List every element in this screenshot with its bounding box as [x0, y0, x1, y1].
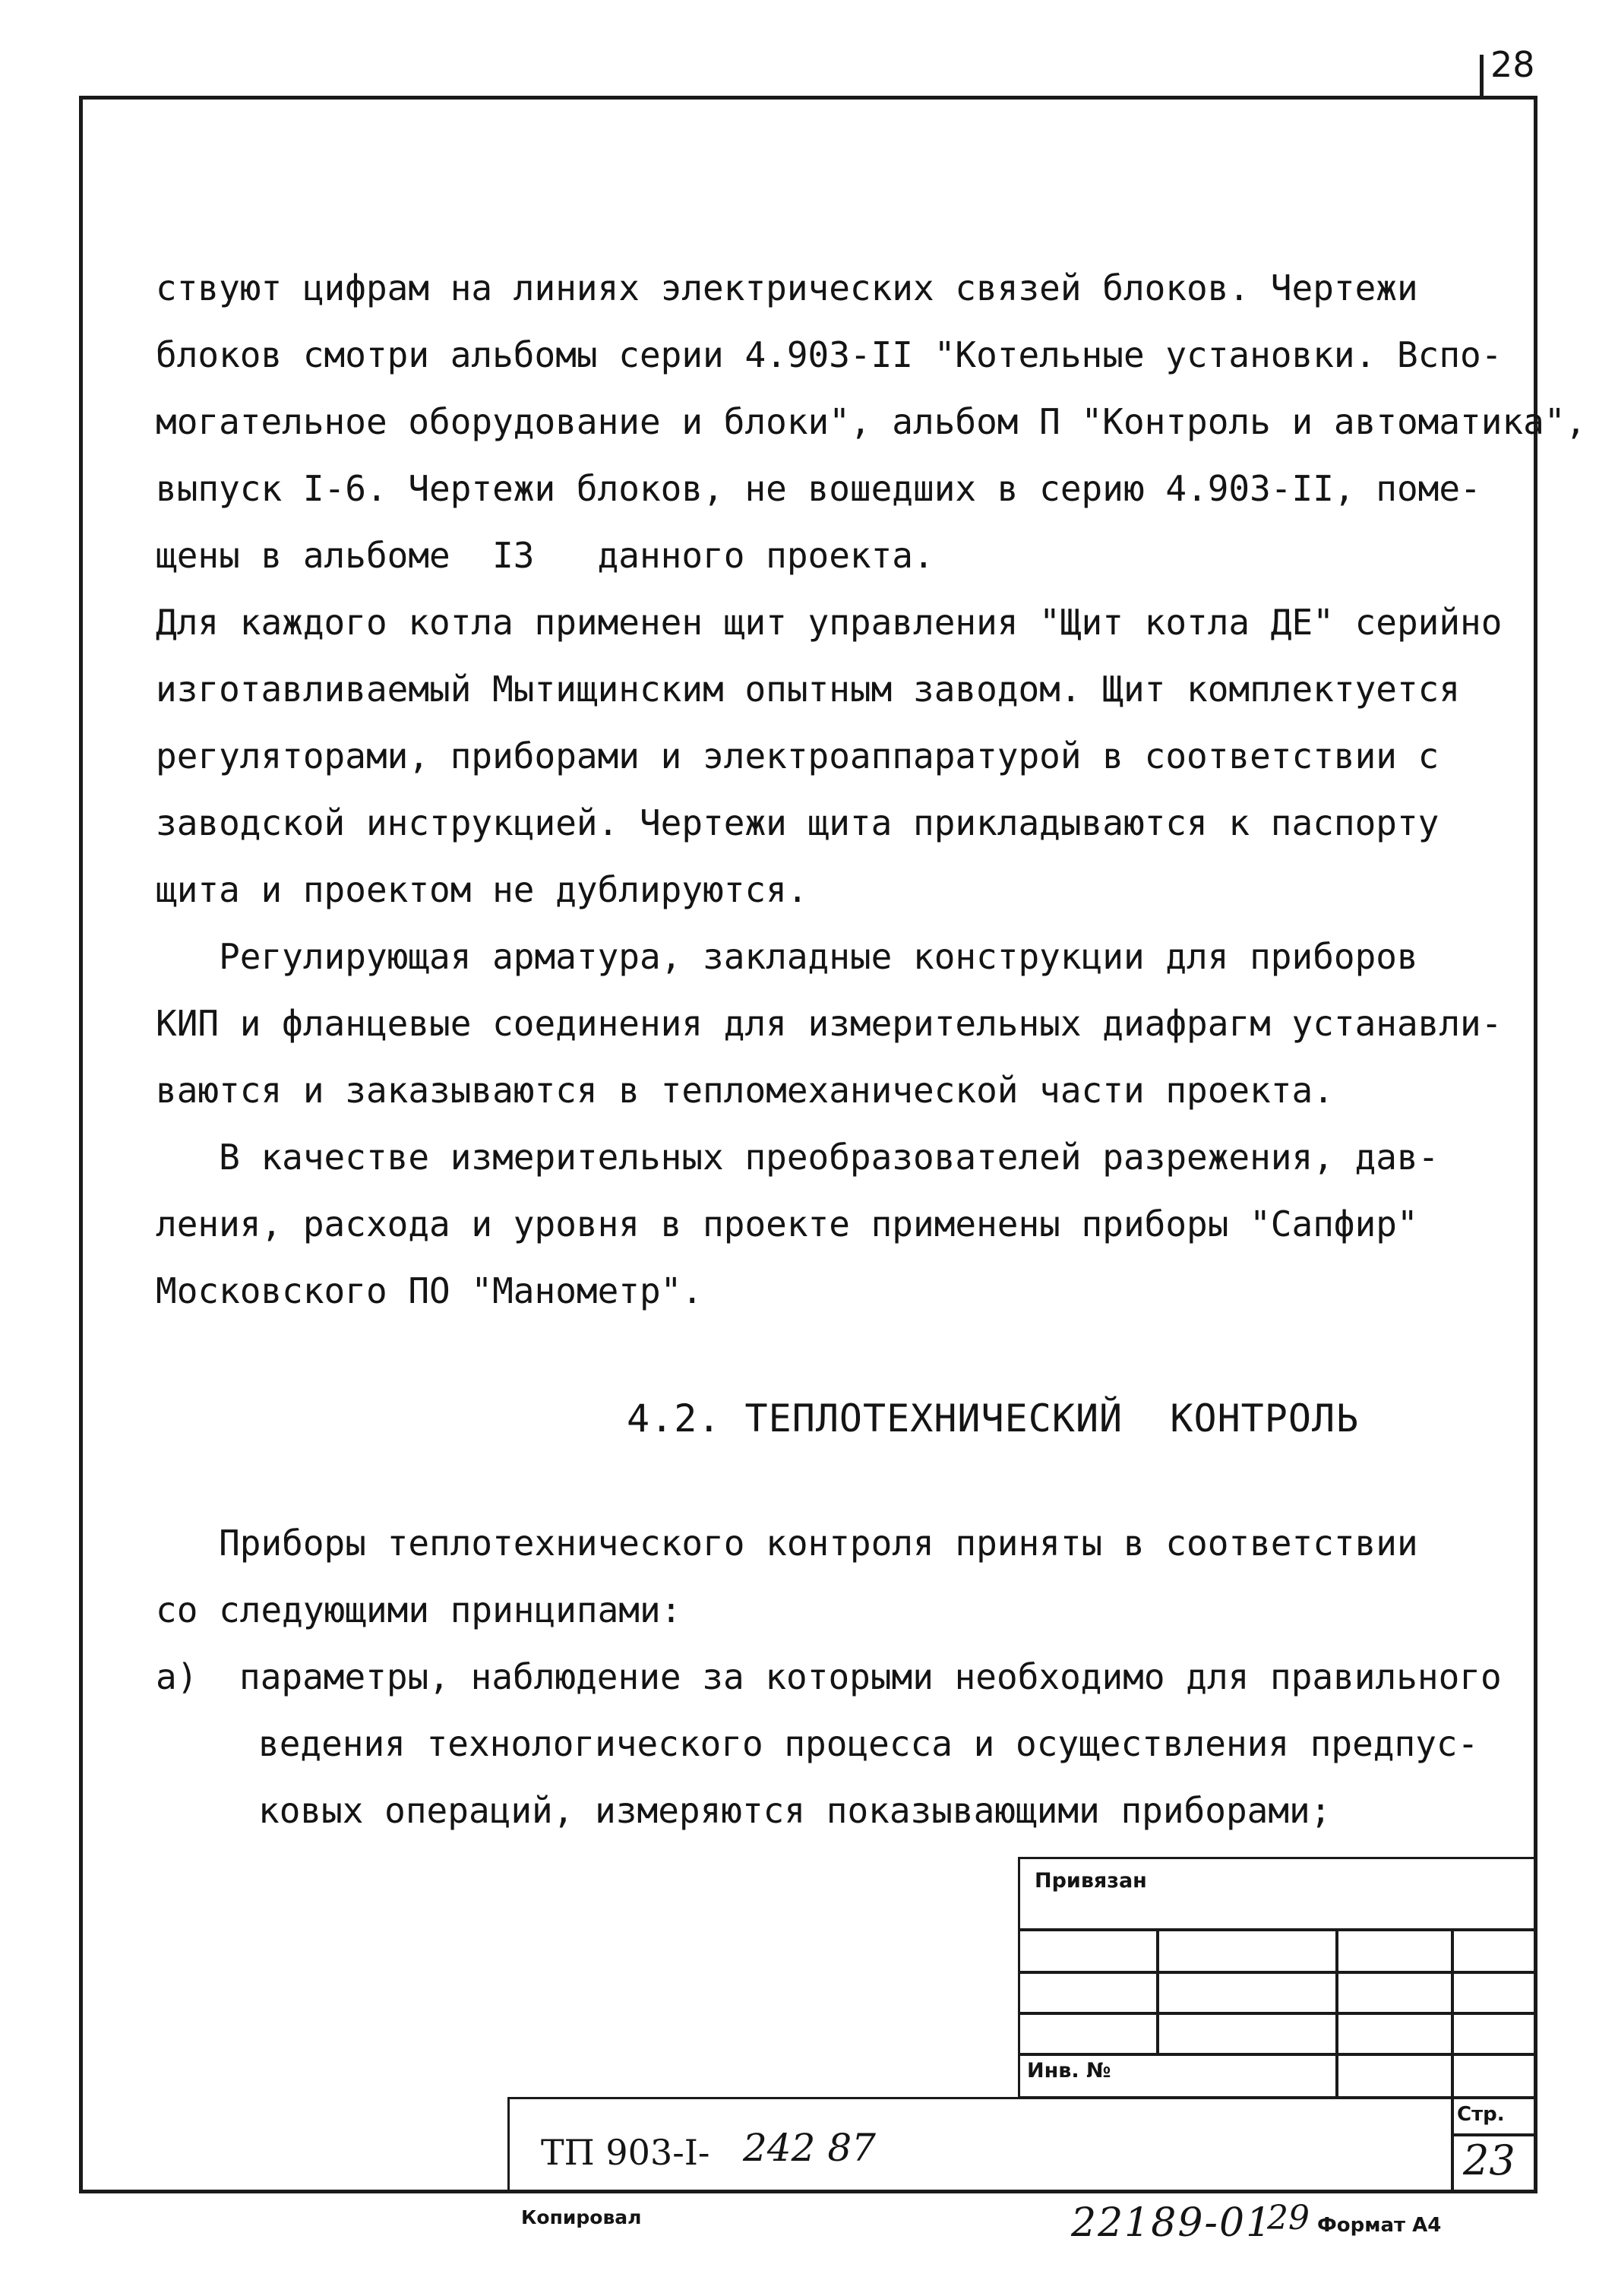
text-line: КИП и фланцевые соединения для измерительных диафрагм устанавли-: [156, 1003, 1503, 1044]
text-line: ствуют цифрам на линиях электрических связей блоков. Чертежи: [156, 267, 1418, 308]
order-number: 22189-01: [1071, 2200, 1273, 2246]
text-line: Для каждого котла применен щит управления "Щит котла ДЕ" серийно: [156, 602, 1503, 643]
text-line: изготавливаемый Мытищинским опытным заводом. Щит комплектуется: [156, 669, 1461, 710]
text-line: Регулирующая арматура, закладные конструкции для приборов: [156, 936, 1418, 977]
text-line: заводской инструкцией. Чертежи щита прикладываются к паспорту: [156, 802, 1439, 843]
copied-label: Копировал: [521, 2206, 642, 2228]
list-item-line: параметры, наблюдение за которыми необходимо для правильного: [239, 1656, 1502, 1697]
text-line: блоков смотри альбомы серии 4.903-II "Котельные установки. Вспо-: [156, 334, 1503, 375]
text-line: щита и проектом не дублируются.: [156, 869, 808, 910]
designation-handwritten: 242 87: [743, 2126, 876, 2170]
text-line: Приборы теплотехнического контроля приняты в соответствии: [156, 1523, 1418, 1564]
text-line: регуляторами, приборами и электроаппаратурой в соответствии с: [156, 735, 1439, 776]
text-line: В качестве измерительных преобразователей разрежения, дав-: [156, 1137, 1439, 1178]
privyazan-label: Привязан: [1035, 1869, 1147, 1893]
text-line: со следующими принципами:: [156, 1589, 682, 1630]
designation-code: ТП 903-I-: [541, 2132, 710, 2173]
list-marker: а): [156, 1656, 198, 1697]
text-line: ления, расхода и уровня в проекте применены приборы "Сапфир": [156, 1203, 1418, 1244]
text-line: щены в альбоме I3 данного проекта.: [156, 535, 934, 576]
page-label: Стр.: [1457, 2103, 1505, 2126]
frame-bottom-line: [79, 2190, 1537, 2193]
format-label: Формат А4: [1317, 2214, 1442, 2237]
page-number: 23: [1463, 2136, 1515, 2184]
text-line: Московского ПО "Манометр".: [156, 1270, 703, 1311]
document-body: [156, 0, 1587, 1899]
list-item-line: ковых операций, измеряются показывающими приборами;: [258, 1790, 1332, 1831]
sheet-number: 28: [1490, 44, 1535, 85]
sheet-handwritten: 29: [1267, 2199, 1310, 2237]
text-line: могательное оборудование и блоки", альбом П "Контроль и автоматика",: [156, 401, 1587, 442]
section-heading: 4.2. ТЕПЛОТЕХНИЧЕСКИЙ КОНТРОЛЬ: [627, 1396, 1360, 1441]
text-line: выпуск I-6. Чертежи блоков, не вошедших в серию 4.903-II, поме-: [156, 468, 1481, 509]
list-item-line: ведения технологического процесса и осуществления предпус-: [258, 1723, 1479, 1764]
inv-number-label: Инв. №: [1027, 2059, 1111, 2083]
text-line: ваются и заказываются в тепломеханической части проекта.: [156, 1070, 1334, 1111]
